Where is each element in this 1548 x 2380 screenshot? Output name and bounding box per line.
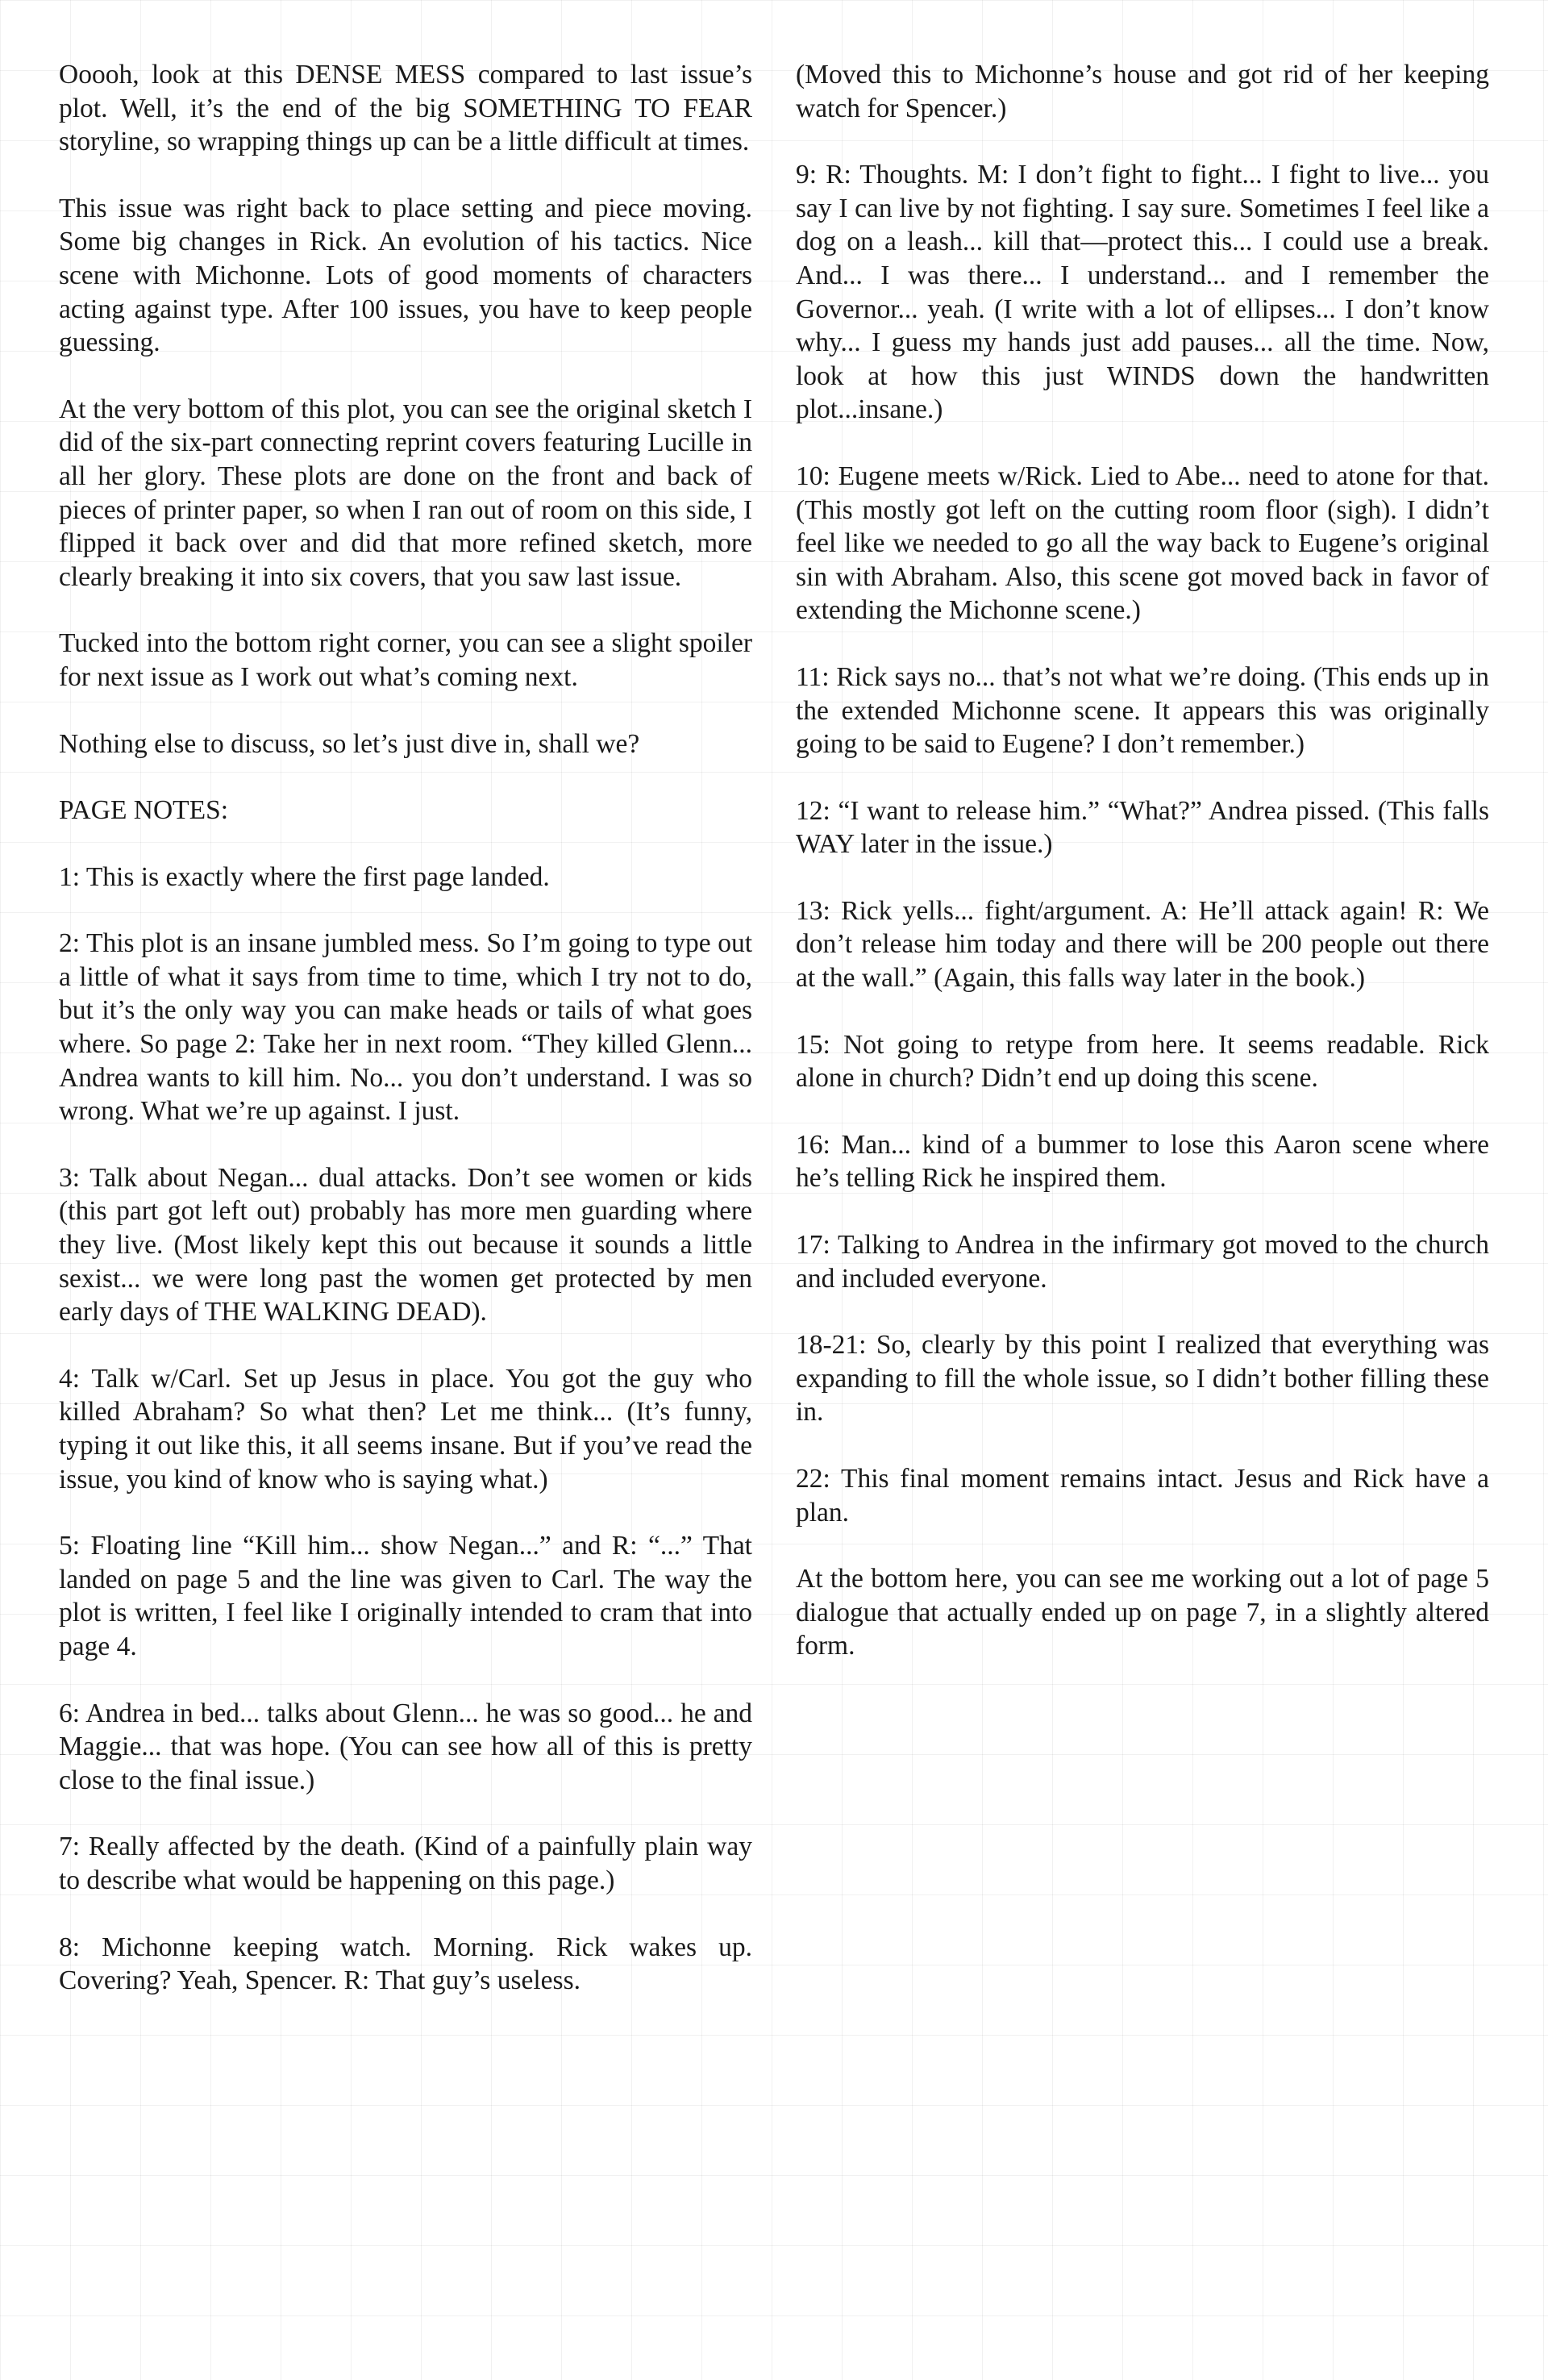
- paragraph-intro: Ooooh, look at this DENSE MESS compared to last issue’s plot. Well, it’s the end of the big SOMETHING TO FEAR storyline, so wrapping things up can be a little difficult at times.: [59, 60, 752, 157]
- page-note-7: 7: Really affected by the death. (Kind of a painfully plain way to describe what would be happening on this page.): [59, 1832, 752, 1895]
- page-notes-heading: PAGE NOTES:: [59, 795, 229, 826]
- page-note-16: 16: Man... kind of a bummer to lose this Aaron scene where he’s telling Rick he inspired them.: [796, 1129, 1489, 1194]
- paragraph-dive-in: Nothing else to discuss, so let’s just dive in, shall we?: [59, 728, 640, 759]
- page-note-13: 13: Rick yells... fight/argument. A: He’ll attack again! R: We don’t release him today and there will be 200 people out there at the wall.” (Again, this falls way later in the book.): [796, 895, 1489, 994]
- page-note-1: 1: This is exactly where the first page landed.: [59, 861, 550, 892]
- page-note-15: 15: Not going to retype from here. It seems readable. Rick alone in church? Didn’t end up doing this scene.: [796, 1029, 1489, 1094]
- page-note-11: 11: Rick says no... that’s not what we’re doing. (This ends up in the extended Michonne scene. It appears this was originally going to be said to Eugene? I don’t remember.): [796, 661, 1489, 760]
- page-note-17: 17: Talking to Andrea in the infirmary got moved to the church and included everyone.: [796, 1230, 1489, 1294]
- left-column: [59, 58, 752, 2031]
- page-note-9: 9: R: Thoughts. M: I don’t fight to fight... I fight to live... you say I can live by not fighting. I say sure. Sometimes I feel like a dog on a leash... kill that—protect this... I could use a break. And... I was there... I understand... and I remember the Governor... yeah. (I write with a lot of ellipses... I don’t know why... I guess my hands just add pauses... all the time. Now, look at how this just WINDS down the handwritten plot...insane.): [796, 160, 1489, 425]
- paragraph-issue-summary: This issue was right back to place setting and piece moving. Some big changes in Rick. An evolution of his tactics. Nice scene with Michonne. Lots of good moments of characters acting against type. After 100 issues, you have to keep people guessing.: [59, 193, 752, 358]
- page-note-6: 6: Andrea in bed... talks about Glenn... he was so good... he and Maggie... that was hope. (You can see how all of this is pretty close to the final issue.): [59, 1698, 752, 1795]
- page-note-4: 4: Talk w/Carl. Set up Jesus in place. You got the guy who killed Abraham? So what then? Let me think... (It’s funny, typing it out like this, it all seems insane. But if you’ve read the issue, you kind of know who is saying what.): [59, 1363, 752, 1494]
- right-column: [796, 58, 1489, 1696]
- paragraph-spoiler: Tucked into the bottom right corner, you can see a slight spoiler for next issue as I work out what’s coming next.: [59, 628, 752, 692]
- page-note-8-continued: (Moved this to Michonne’s house and got rid of her keeping watch for Spencer.): [796, 60, 1489, 123]
- page-note-2: 2: This plot is an insane jumbled mess. So I’m going to type out a little of what it says from time to time, which I try not to do, but it’s the only way you can make heads or tails of what goes where. So page 2: Take her in next room. “They killed Glenn... Andrea wants to kill him. No... you don’t understand. I was so wrong. What we’re up against. I just.: [59, 928, 752, 1127]
- page-note-22: 22: This final moment remains intact. Jesus and Rick have a plan.: [796, 1464, 1489, 1528]
- page-note-18-21: 18-21: So, clearly by this point I realized that everything was expanding to fill the whole issue, so I didn’t bother filling these in.: [796, 1330, 1489, 1428]
- paragraph-closing: At the bottom here, you can see me working out a lot of page 5 dialogue that actually ended up on page 7, in a slightly altered form.: [796, 1564, 1489, 1661]
- page-note-12: 12: “I want to release him.” “What?” Andrea pissed. (This falls WAY later in the issue.): [796, 795, 1489, 860]
- page-note-3: 3: Talk about Negan... dual attacks. Don’t see women or kids (this part got left out) probably has more men guarding where they live. (Most likely kept this out because it sounds a little sexist... we were long past the women get protected by men early days of THE WALKING DEAD).: [59, 1162, 752, 1328]
- page-note-5: 5: Floating line “Kill him... show Negan...” and R: “...” That landed on page 5 and the line was given to Carl. The way the plot is written, I feel like I originally intended to cram that into page 4.: [59, 1531, 752, 1661]
- page-note-8: 8: Michonne keeping watch. Morning. Rick wakes up. Covering? Yeah, Spencer. R: That guy’s useless.: [59, 1932, 752, 1996]
- paragraph-cover-sketch: At the very bottom of this plot, you can see the original sketch I did of the six-part connecting reprint covers featuring Lucille in all her glory. These plots are done on the front and back of pieces of printer paper, so when I ran out of room on this side, I flipped it back over and did that more refined sketch, more clearly breaking it into six covers, that you saw last issue.: [59, 394, 752, 592]
- page-note-10: 10: Eugene meets w/Rick. Lied to Abe... need to atone for that. (This mostly got left on the cutting room floor (sigh). I didn’t feel like we needed to go all the way back to Eugene’s original sin with Abraham. Also, this scene got moved back in favor of extending the Michonne scene.): [796, 461, 1489, 626]
